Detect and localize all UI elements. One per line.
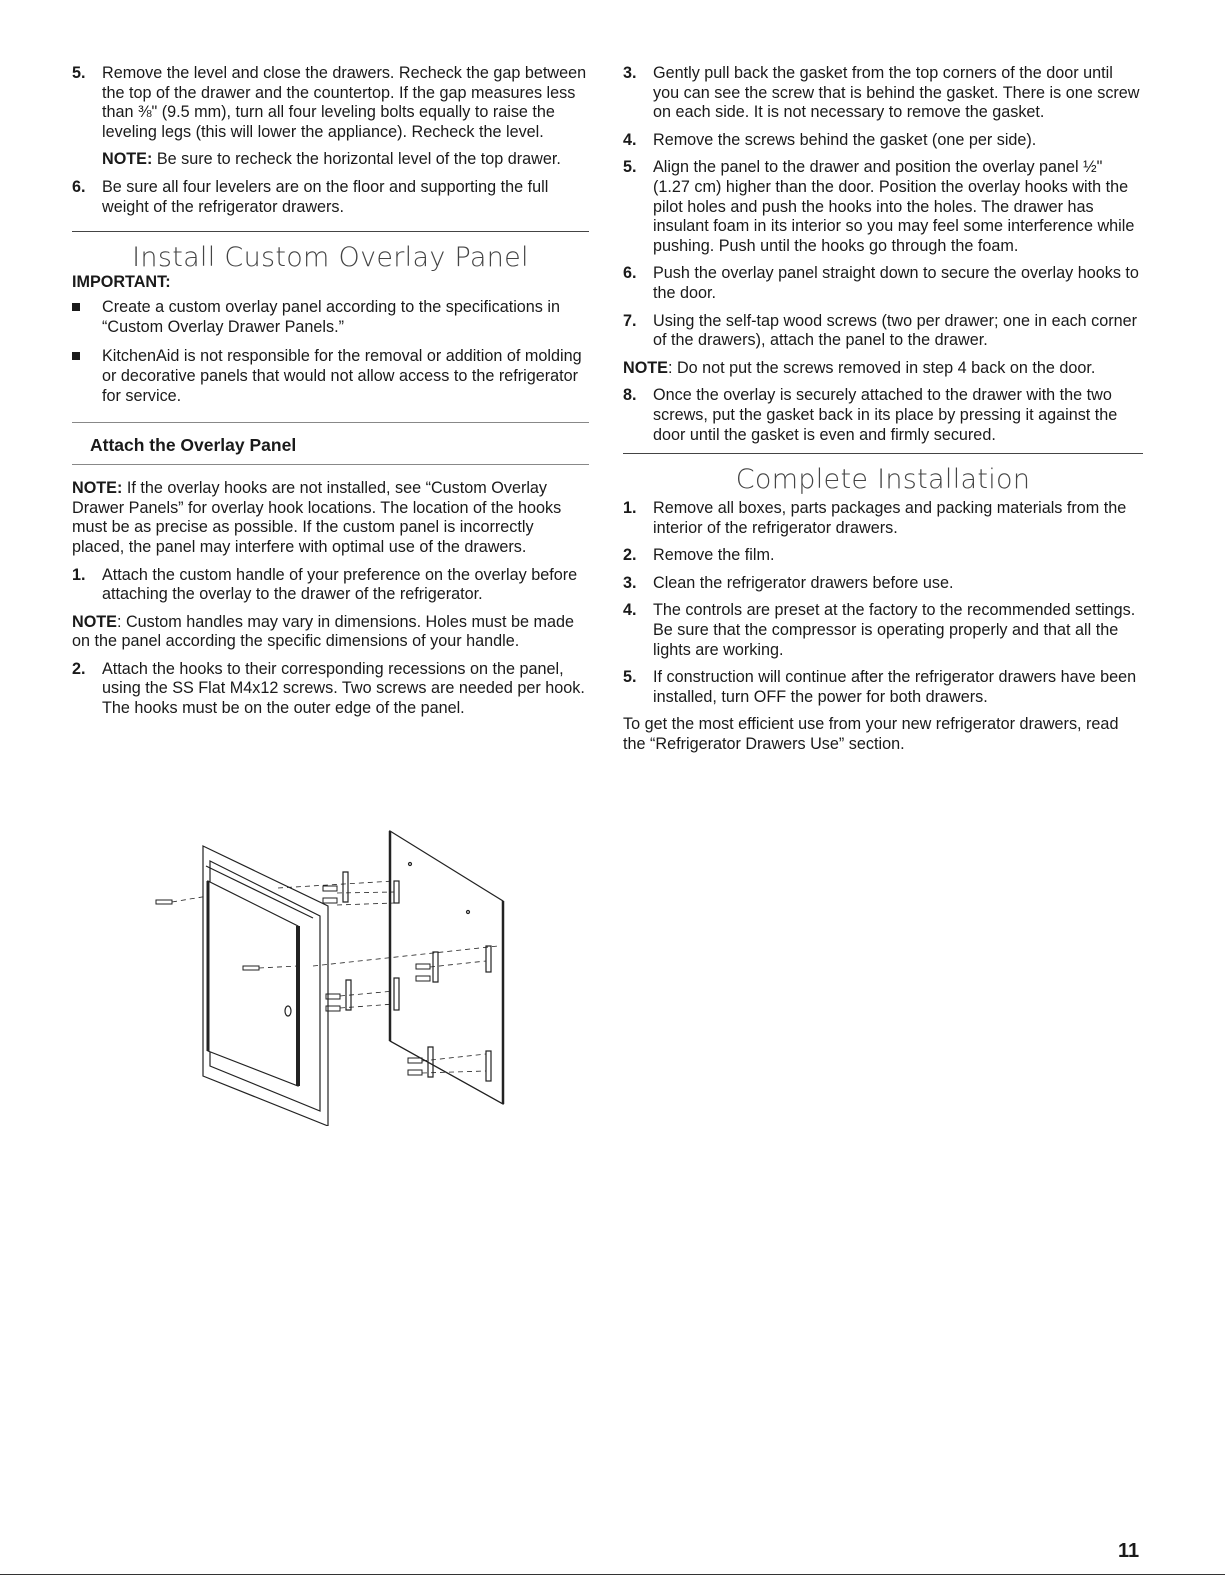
step-text: Remove the film.	[653, 546, 775, 565]
bullet-text: Create a custom overlay panel according to the specifications in “Custom Overlay Drawer Panels.”	[102, 298, 560, 336]
bullet-square-icon	[72, 352, 80, 360]
bullet-square-icon	[72, 303, 80, 311]
step-number: 6.	[623, 264, 637, 283]
note-text: : Do not put the screws removed in step 4 back on the door.	[667, 358, 1096, 377]
section-title-complete-installation: Complete Installation	[735, 464, 1031, 496]
bullet-item	[72, 298, 589, 337]
step-number: 6.	[72, 177, 86, 196]
complete-step-1	[623, 499, 1143, 538]
step-text: Push the overlay panel straight down to secure the overlay hooks to the door.	[653, 264, 1139, 302]
step-number: 2.	[623, 546, 637, 565]
note-label: NOTE:	[72, 479, 123, 498]
step-number: 3.	[623, 573, 637, 592]
step-text: If construction will continue after the refrigerator drawers have been installed, turn OFF the power for both drawers.	[653, 668, 1137, 706]
step-text: Remove the level and close the drawers. Recheck the gap between the top of the drawer and the countertop. If the gap measures less than ⅜" (9.5 mm), turn all four leveling bolts equally to raise the leveling legs (this will lower the appliance). Recheck the level.	[102, 64, 587, 141]
right-column	[623, 64, 1143, 755]
step-number: 3.	[623, 64, 637, 82]
step-text: Attach the custom handle of your preference on the overlay before attaching the overlay to the drawer of the refrigerator.	[102, 565, 578, 604]
note-text: If the overlay hooks are not installed, see “Custom Overlay Drawer Panels” for overlay hook locations. The location of the hooks must be as precise as possible. If the custom panel is incorrectly placed, the panel may interfere with optimal use of the drawers.	[72, 479, 562, 556]
right-step-7	[623, 312, 1143, 351]
step-text: Be sure all four levelers are on the floor and supporting the full weight of the refrigerator drawers.	[102, 177, 549, 216]
complete-step-2	[623, 546, 1143, 566]
bullet-item	[72, 347, 589, 406]
overlay-panel-illustration	[148, 826, 518, 1126]
complete-step-4	[623, 601, 1143, 660]
complete-step-5	[623, 668, 1143, 707]
section-divider	[72, 231, 589, 232]
note-text: : Custom handles may vary in dimensions. Holes must be made on the panel according the specific dimensions of your handle.	[72, 612, 575, 651]
step-number: 8.	[623, 386, 637, 405]
step-text: Gently pull back the gasket from the top corners of the door until you can see the screw that is behind the gasket. There is one screw on each side. It is not necessary to remove the gasket.	[653, 64, 1140, 122]
right-step-8	[623, 386, 1143, 445]
step-number: 7.	[623, 311, 637, 330]
complete-step-3	[623, 574, 1143, 594]
left-step-6	[72, 178, 589, 217]
note-overlay-hooks	[72, 479, 589, 557]
left-step-5-note	[102, 150, 589, 170]
section-divider	[623, 453, 1143, 454]
left-column	[72, 64, 589, 727]
left-step-5	[72, 64, 589, 142]
drawer-door	[208, 881, 298, 1086]
subhead-attach-overlay: Attach the Overlay Panel	[90, 435, 297, 456]
note-custom-handles	[72, 613, 589, 652]
note-screws-step-4	[623, 359, 1143, 379]
step-text: Clean the refrigerator drawers before use.	[653, 573, 954, 592]
right-step-3	[623, 64, 1143, 123]
right-step-6	[623, 264, 1143, 303]
note-text: Be sure to recheck the horizontal level of the top drawer.	[152, 150, 561, 169]
step-text: Remove all boxes, parts packages and packing materials from the interior of the refrigerator drawers.	[653, 499, 1127, 537]
note-label: NOTE	[72, 612, 117, 631]
left-step-2	[72, 660, 589, 719]
step-number: 5.	[623, 668, 637, 687]
step-text: Attach the hooks to their corresponding recessions on the panel, using the SS Flat M4x12 screws. Two screws are needed per hook. The hooks must be on the outer edge of the panel.	[102, 659, 585, 718]
subsection-bottom-rule	[72, 464, 589, 465]
section-title-install-overlay: Install Custom Overlay Panel	[132, 242, 529, 274]
closing-paragraph: To get the most efficient use from your new refrigerator drawers, read the “Refrigerator Drawers Use” section.	[623, 715, 1119, 754]
step-number: 5.	[623, 158, 637, 177]
step-text: Align the panel to the drawer and position the overlay panel ½" (1.27 cm) higher than the door. Position the overlay hooks with the pilot holes and push the hooks into the holes. The drawer has insulant foam in its interior so you may feel some interference while pushing. Push until the hooks go through the foam.	[653, 158, 1135, 255]
step-text: Remove the screws behind the gasket (one per side).	[653, 130, 1037, 149]
important-label: IMPORTANT:	[72, 273, 171, 292]
right-step-4	[623, 131, 1143, 151]
page-bottom-rule	[0, 1574, 1225, 1575]
left-step-1	[72, 566, 589, 605]
step-number: 4.	[623, 130, 637, 149]
step-text: The controls are preset at the factory to the recommended settings. Be sure that the compressor is operating properly and that all the lights are working.	[653, 601, 1136, 659]
step-number: 2.	[72, 659, 86, 678]
step-text: Once the overlay is securely attached to the drawer with the two screws, put the gasket back in its place by pressing it against the door until the gasket is even and firmly secured.	[653, 386, 1118, 444]
right-step-5	[623, 158, 1143, 256]
step-text: Using the self-tap wood screws (two per drawer; one in each corner of the drawers), attach the panel to the drawer.	[653, 311, 1138, 350]
step-number: 5.	[72, 64, 86, 82]
step-number: 1.	[623, 499, 637, 518]
subsection-top-rule	[72, 422, 589, 423]
note-label: NOTE:	[102, 150, 153, 169]
page-number: 11	[1118, 1540, 1140, 1562]
step-number: 4.	[623, 601, 637, 620]
bullet-text: KitchenAid is not responsible for the removal or addition of molding or decorative panels that would not allow access to the refrigerator for service.	[102, 347, 582, 405]
step-number: 1.	[72, 565, 86, 584]
note-label: NOTE	[623, 358, 668, 377]
